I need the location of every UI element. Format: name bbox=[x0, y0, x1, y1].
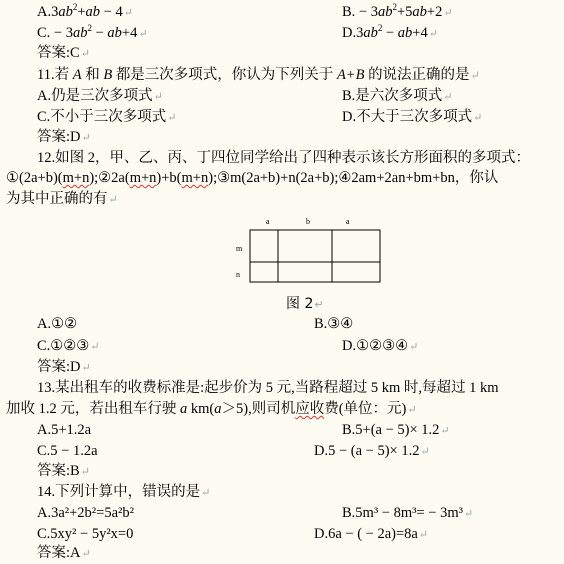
q10-row-ab bbox=[0, 2, 564, 22]
q14-answer: 答案:A↵ bbox=[37, 545, 91, 561]
outer-rect bbox=[250, 230, 380, 282]
q13-option-c: C.5 − 1.2a bbox=[37, 443, 98, 459]
q11-option-b: B.是六次多项式↵ bbox=[342, 88, 453, 104]
q12-stem-line1: 12.如图 2，甲、乙、丙、丁四位同学给出了四种表示该长方形面积的多项式： bbox=[37, 150, 530, 166]
q10-row-cd bbox=[0, 23, 564, 43]
q13-stem-line2: 加收 1.2 元，若出租车行驶 a km(a＞5),则司机应收费(单位：元)↵ bbox=[6, 401, 417, 417]
rectangle-figure bbox=[228, 212, 388, 294]
q14-option-b: B.5m³ − 8m³= − 3m³↵ bbox=[342, 505, 474, 521]
q12-row-cd bbox=[0, 336, 564, 356]
q10-option-d: $D.3ab^2$ − ab+4↵ bbox=[342, 23, 438, 41]
q11-row-cd bbox=[0, 107, 564, 127]
q11-option-a: A.仍是三次多项式↵ bbox=[37, 88, 163, 104]
q13-option-a: A.5+1.2a bbox=[37, 422, 92, 438]
q10-option-b: B. − $3ab^2+5ab+2↵$ bbox=[342, 2, 453, 20]
q13-row-cd bbox=[0, 441, 564, 461]
q12-option-c: C.①②③↵ bbox=[37, 338, 100, 354]
q10-option-a: $A.3ab^2+ab$ − 4↵ bbox=[37, 2, 133, 20]
q10-option-c: C. − $3ab^2$ − ab+4↵ bbox=[37, 23, 148, 41]
q13-option-b: B.5+(a − 5)× 1.2↵ bbox=[342, 422, 450, 438]
q14-option-a: A.3a²+2b²=5a²b² bbox=[37, 505, 134, 521]
q12-option-d: D.①②③④↵ bbox=[342, 338, 419, 354]
q11-option-d: D.不大于三次多项式↵ bbox=[342, 109, 483, 125]
q11-answer: 答案:D↵ bbox=[37, 129, 91, 145]
label-n: n bbox=[236, 270, 240, 279]
label-a-right: a bbox=[346, 217, 350, 226]
q11-row-ab bbox=[0, 86, 564, 106]
q13-option-d: D.5 − (a − 5)× 1.2↵ bbox=[314, 443, 430, 459]
q11-stem: 11.若 A 和 B 都是三次多项式，你认为下列关于 A+B 的说法正确的是↵ bbox=[37, 67, 480, 83]
figure-caption: 图 2↵ bbox=[286, 296, 324, 312]
label-m: m bbox=[236, 244, 243, 253]
q10-answer: 答案:C↵ bbox=[37, 45, 90, 61]
q13-answer: 答案:B↵ bbox=[37, 463, 90, 479]
label-a-left: a bbox=[266, 217, 270, 226]
q13-stem-line1: 13.某出租车的收费标准是:起步价为 5 元,当路程超过 5 km 时,每超过 1 km bbox=[37, 380, 499, 396]
q14-row-ab bbox=[0, 503, 564, 523]
q12-answer: 答案:D↵ bbox=[37, 359, 91, 375]
q12-row-ab bbox=[0, 314, 564, 334]
q14-row-cd bbox=[0, 524, 564, 544]
q14-option-c: C.5xy² − 5y²x=0 bbox=[37, 526, 134, 542]
q14-option-d: D.6a − ( − 2a)=8a↵ bbox=[314, 526, 429, 542]
label-b: b bbox=[306, 217, 310, 226]
q14-stem: 14.下列计算中，错误的是↵ bbox=[37, 484, 211, 500]
q12-option-b: B.③④ bbox=[314, 316, 354, 332]
q12-option-a: A.①② bbox=[37, 316, 78, 332]
q13-row-ab bbox=[0, 420, 564, 440]
q11-option-c: C.不小于三次多项式↵ bbox=[37, 109, 177, 125]
q12-stem-line2: ①(2a+b)(m+n);②2a(m+n)+b(m+n);③m(2a+b)+n(2a+b);④2am+2an+bm+bn，你认 bbox=[6, 170, 499, 186]
q12-stem-line3: 为其中正确的有↵ bbox=[6, 191, 118, 207]
